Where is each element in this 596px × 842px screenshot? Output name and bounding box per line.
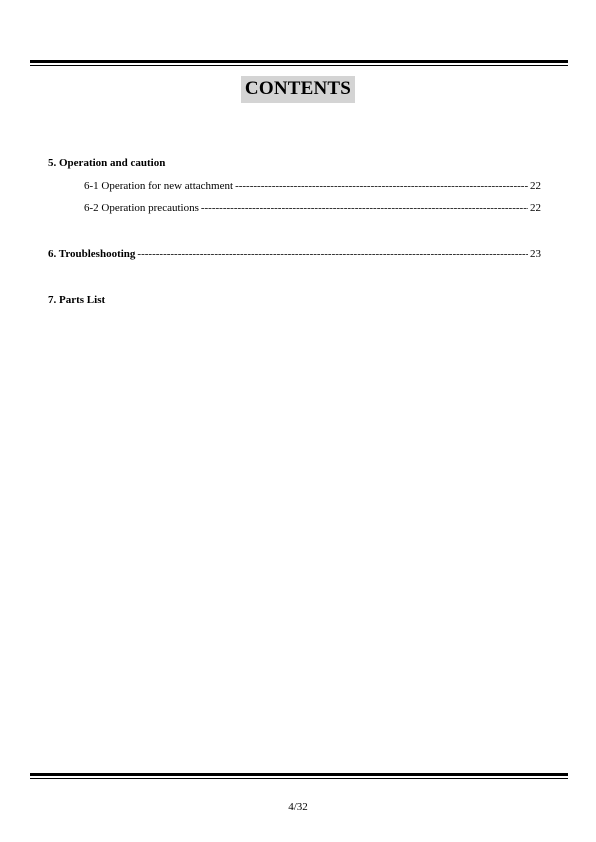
toc-entry-new-attachment[interactable] bbox=[84, 180, 541, 193]
top-rule bbox=[30, 60, 568, 63]
title-container bbox=[0, 76, 596, 103]
bottom-rule bbox=[30, 773, 568, 776]
top-rule-thin bbox=[30, 65, 568, 66]
toc-entry-page: 22 bbox=[530, 180, 541, 192]
toc-entry-label: 6-1 Operation for new attachment bbox=[84, 180, 234, 192]
toc-entry-page: 23 bbox=[530, 248, 541, 260]
toc-heading-parts-list[interactable]: 7. Parts List bbox=[48, 294, 106, 306]
bottom-rule-thin bbox=[30, 778, 568, 779]
dot-leader bbox=[201, 202, 528, 215]
toc-entry-label: 6-2 Operation precautions bbox=[84, 202, 199, 214]
toc-entry-precautions[interactable] bbox=[84, 202, 541, 215]
dot-leader bbox=[137, 248, 528, 261]
toc-heading-operation: 5. Operation and caution bbox=[48, 157, 166, 169]
page-number: 4/32 bbox=[288, 801, 308, 813]
page-title: CONTENTS bbox=[241, 76, 355, 103]
dot-leader bbox=[235, 180, 528, 193]
toc-entry-page: 22 bbox=[530, 202, 541, 214]
toc-entry-troubleshooting[interactable] bbox=[48, 248, 541, 261]
toc-heading-troubleshooting: 6. Troubleshooting bbox=[48, 248, 136, 260]
